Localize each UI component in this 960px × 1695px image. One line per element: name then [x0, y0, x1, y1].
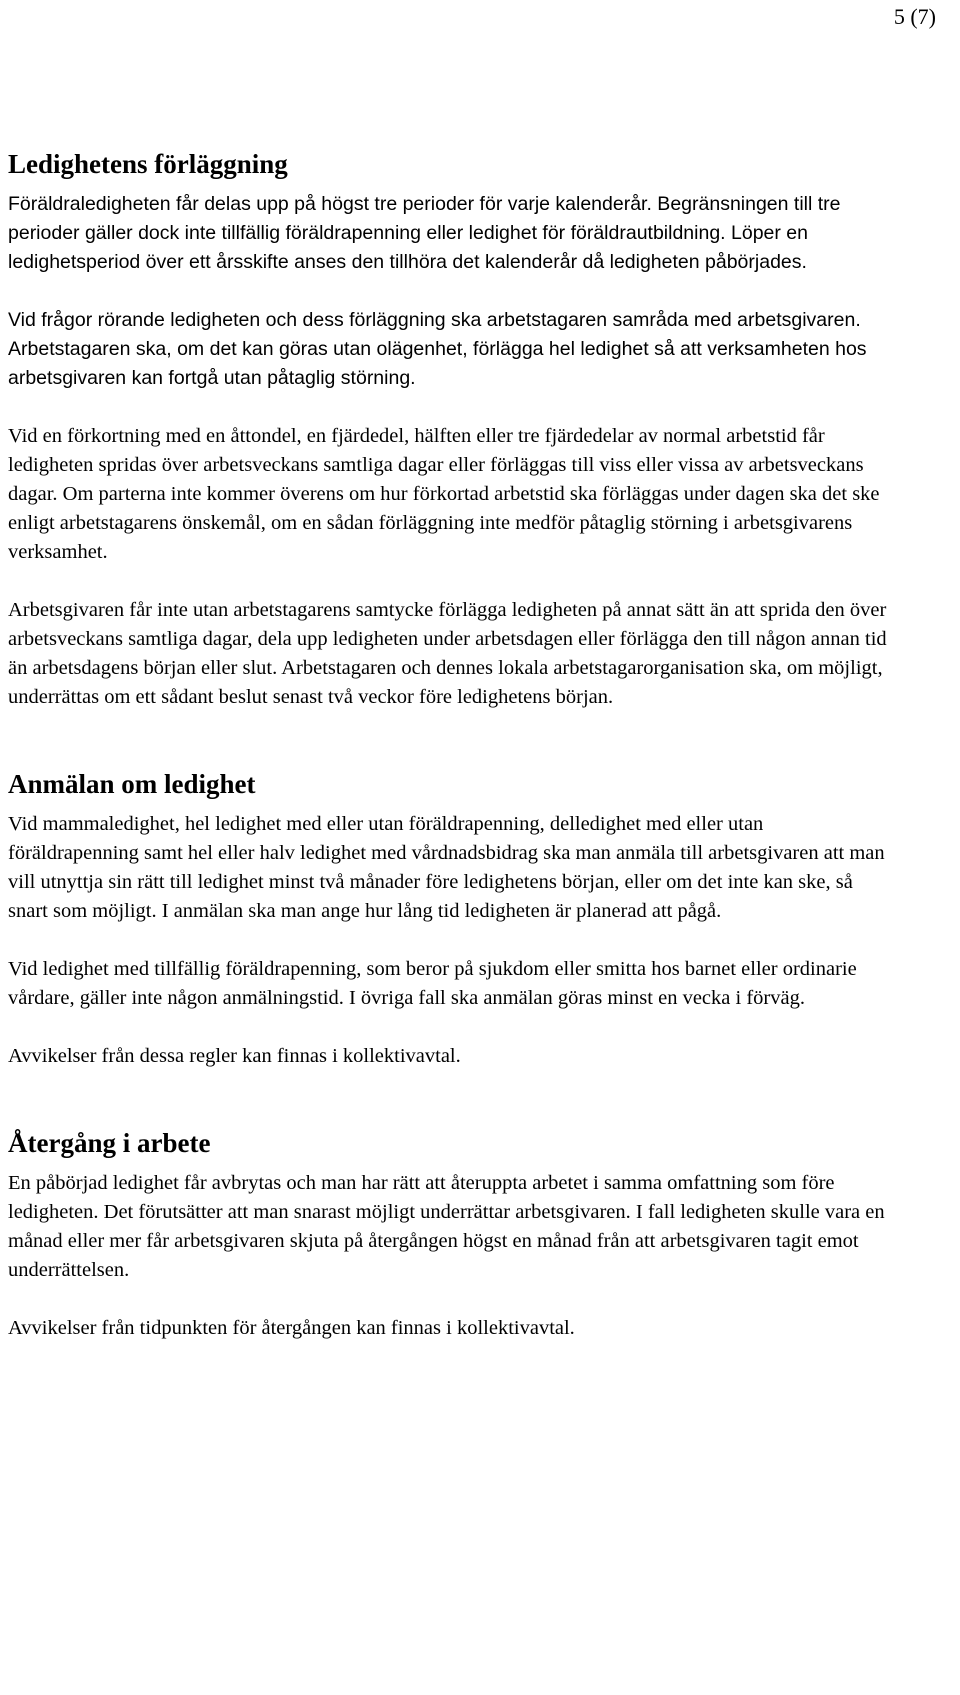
section-heading: Ledighetens förläggning: [8, 149, 288, 179]
paragraph: Vid frågor rörande ledigheten och dess förläggning ska arbetstagaren samråda med arbetsgivaren. Arbetstagaren ska, om det kan göras utan olägenhet, förlägga hel ledighet så att verksamheten hos arbetsgivaren kan fortgå utan påtaglig störning.: [8, 309, 867, 389]
paragraph: Vid mammaledighet, hel ledighet med eller utan föräldrapenning, delledighet med eller utan föräldrapenning samt hel eller halv ledighet med vårdnadsbidrag ska man anmäla till arbetsgivaren att man vill utnyttja sin rätt till ledighet minst två månader före ledighetens början, eller om det inte kan ske, så snart som möjligt. I anmälan ska man ange hur lång tid ledigheten är planerad att pågå.: [8, 813, 885, 922]
paragraph: Arbetsgivaren får inte utan arbetstagarens samtycke förlägga ledigheten på annat sätt än att sprida den över arbetsveckans samtliga dagar, dela upp ledigheten under arbetsdagen eller förlägga den till någon annan tid än arbetsdagens början eller slut. Arbetstagaren och dennes lokala arbetstagarorganisation ska, om möjligt, underrättas om ett sådant beslut senast två veckor före ledighetens början.: [8, 599, 887, 708]
section-heading: Anmälan om ledighet: [8, 769, 256, 799]
paragraph: Föräldraledigheten får delas upp på högst tre perioder för varje kalenderår. Begränsningen till tre perioder gäller dock inte tillfällig föräldrapenning eller ledighet för föräldrautbildning. Löper en ledighetsperiod över ett årsskifte anses den tillhöra det kalenderår då ledigheten påbörjades.: [8, 193, 841, 273]
section-anmalan-om-ledighet: [8, 768, 888, 1071]
paragraph: En påbörjad ledighet får avbrytas och man har rätt att återuppta arbetet i samma omfattning som före ledigheten. Det förutsätter att man snarast möjligt underrättar arbetsgivaren. I fall ledigheten skulle vara en månad eller mer får arbetsgivaren skjuta på återgången högst en månad från att arbetsgivaren tagit emot underrättelsen.: [8, 1172, 885, 1281]
paragraph: Vid en förkortning med en åttondel, en fjärdedel, hälften eller tre fjärdedelar av normal arbetstid får ledigheten spridas över arbetsveckans samtliga dagar eller förläggas till viss eller vissa av arbetsveckans dagar. Om parterna inte kommer överens om hur förkortad arbetstid ska förläggas under dagen ska det ske enligt arbetstagarens önskemål, om en sådan förläggning inte medför påtaglig störning i arbetsgivarens verksamhet.: [8, 425, 880, 563]
section-heading: Återgång i arbete: [8, 1128, 211, 1158]
section-atergang-i-arbete: [8, 1127, 888, 1343]
paragraph: Avvikelser från tidpunkten för återgången kan finnas i kollektivavtal.: [8, 1317, 575, 1339]
document-body: [8, 148, 888, 1343]
paragraph: Vid ledighet med tillfällig föräldrapenning, som beror på sjukdom eller smitta hos barnet eller ordinarie vårdare, gäller inte någon anmälningstid. I övriga fall ska anmälan göras minst en vecka i förväg.: [8, 958, 857, 1009]
paragraph: Avvikelser från dessa regler kan finnas i kollektivavtal.: [8, 1045, 461, 1067]
page-number: 5 (7): [893, 4, 936, 29]
section-ledighetens-forlaggning: [8, 148, 888, 712]
